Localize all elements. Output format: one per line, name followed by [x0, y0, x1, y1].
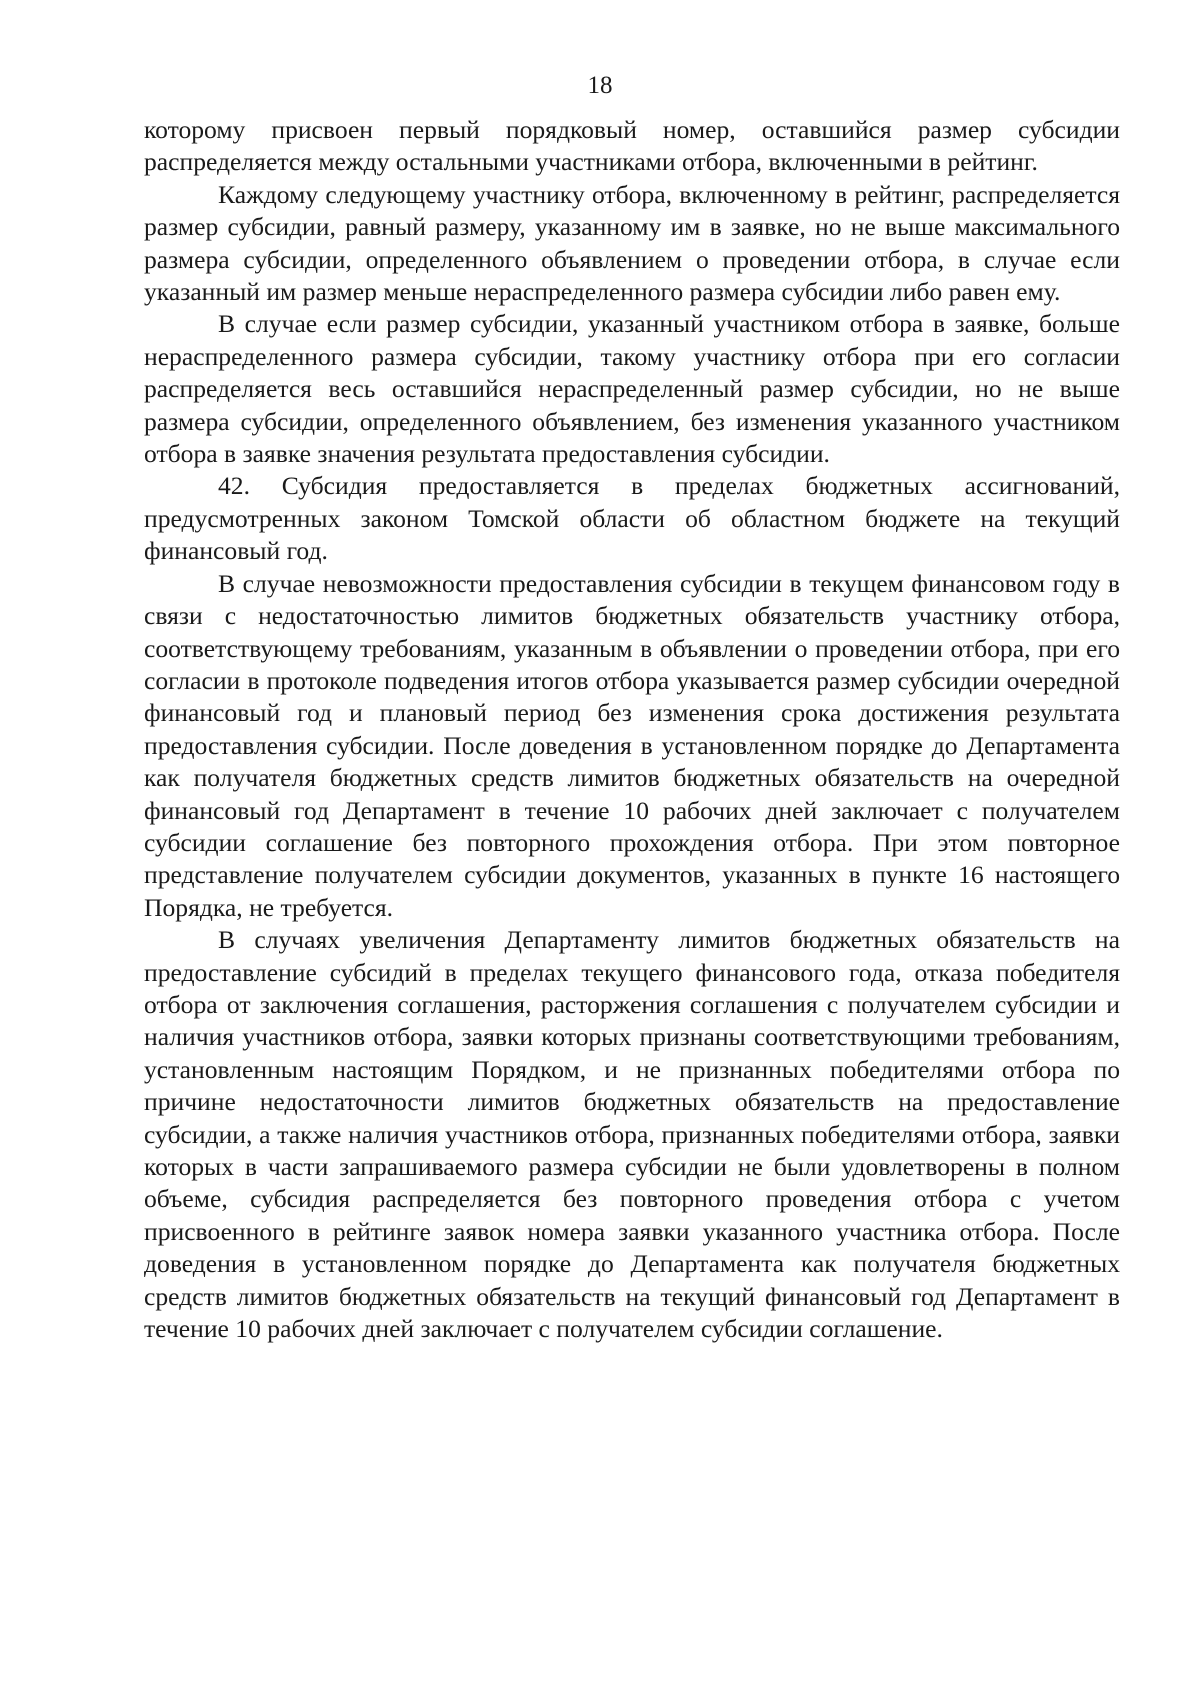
- page-number: 18: [587, 72, 613, 99]
- paragraph-insufficient-limits: В случае невозможности предоставления субсидии в текущем финансовом году в связи с недостаточностью лимитов бюджетных обязательств участнику отбора, соответствующему требованиям, указанным в объявлении о проведении отбора, при его согласии в протоколе подведения итогов отбора указывается размер субсидии очередной финансовый год и плановый период без изменения срока достижения результата предоставления субсидии. После доведения в установленном порядке до Департамента как получателя бюджетных средств лимитов бюджетных обязательств на очередной финансовый год Департамент в течение 10 рабочих дней заключает с получателем субсидии соглашение без повторного прохождения отбора. При этом повторное представление получателем субсидии документов, указанных в пункте 16 настоящего Порядка, не требуется.: [144, 568, 1120, 922]
- document-body: [144, 114, 1120, 1345]
- paragraph-item-42: 42. Субсидия предоставляется в пределах бюджетных ассигнований, предусмотренных законом Томской области об областном бюджете на текущий финансовый год.: [144, 471, 1120, 566]
- paragraph-increased-limits: В случаях увеличения Департаменту лимитов бюджетных обязательств на предоставление субсидий в пределах текущего финансового года, отказа победителя отбора от заключения соглашения, расторжения соглашения с получателем субсидии и наличия участников отбора, заявки которых признаны соответствующими требованиям, установленным настоящим Порядком, и не признанных победителями отбора по причине недостаточности лимитов бюджетных обязательств на предоставление субсидии, а также наличия участников отбора, признанных победителями отбора, заявки которых в части запрашиваемого размера субсидии не были удовлетворены в полном объеме, субсидия распределяется без повторного проведения отбора с учетом присвоенного в рейтинге заявок номера заявки указанного участника отбора. После доведения в установленном порядке до Департамента как получателя бюджетных средств лимитов бюджетных обязательств на текущий финансовый год Департамент в течение 10 рабочих дней заключает с получателем субсидии соглашение.: [144, 925, 1120, 1344]
- paragraph-next-participant: Каждому следующему участнику отбора, включенному в рейтинг, распределяется размер субсидии, равный размеру, указанному им в заявке, но не выше максимального размера субсидии, определенного объявлением о проведении отбора, в случае если указанный им размер меньше нераспределенного размера субсидии либо равен ему.: [144, 179, 1120, 307]
- paragraph-exceeding-amount: В случае если размер субсидии, указанный участником отбора в заявке, больше нераспределенного размера субсидии, такому участнику отбора при его согласии распределяется весь оставшийся нераспределенный размер субсидии, но не выше размера субсидии, определенного объявлением, без изменения указанного участником отбора в заявке значения результата предоставления субсидии.: [144, 309, 1120, 469]
- paragraph-continuation: которому присвоен первый порядковый номер, оставшийся размер субсидии распределяется между остальными участниками отбора, включенными в рейтинг.: [144, 115, 1120, 177]
